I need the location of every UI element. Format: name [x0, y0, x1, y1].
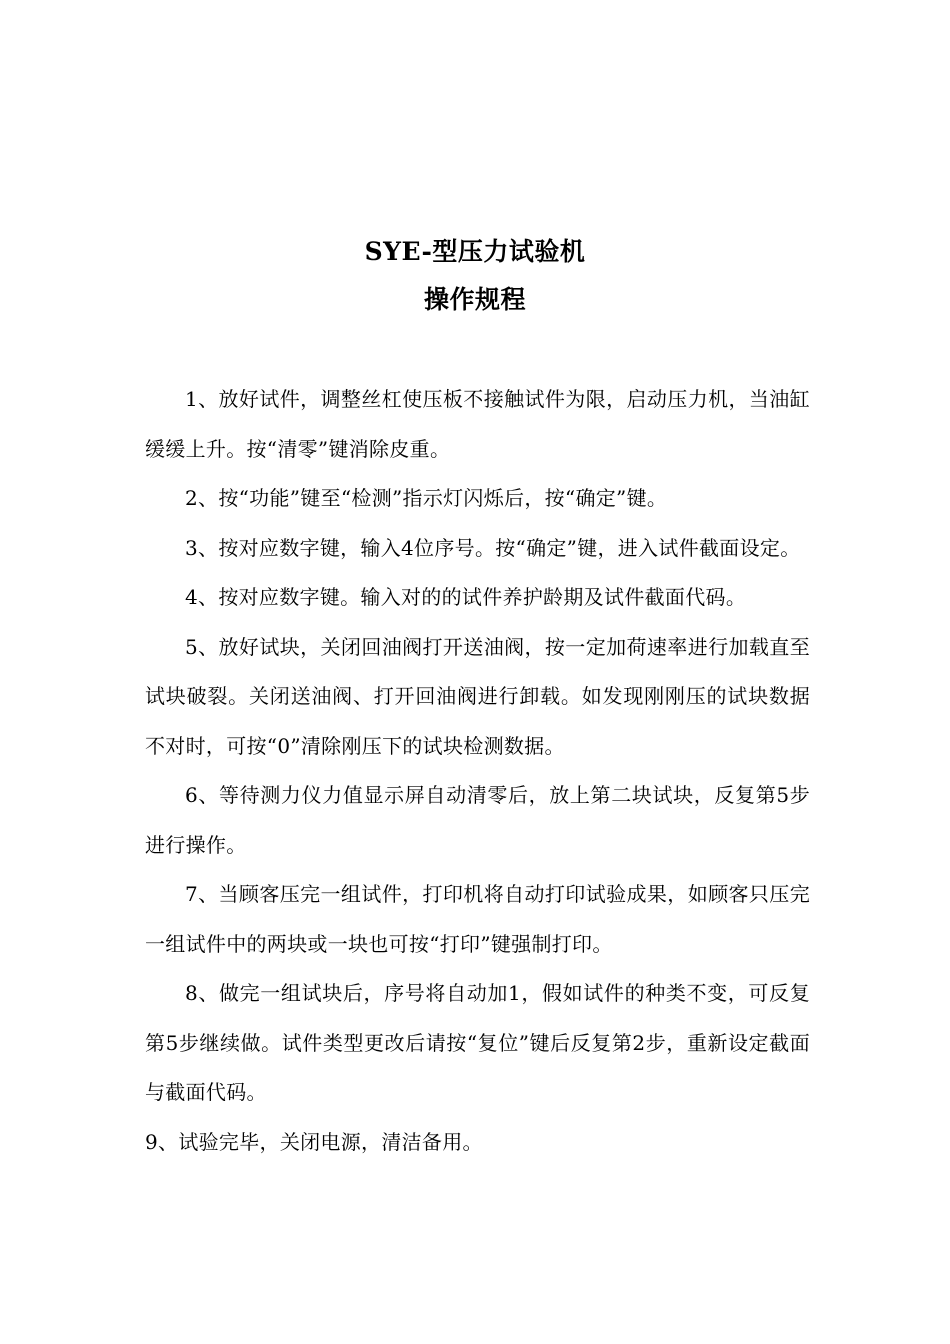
step-8-paragraph: 8、做完一组试块后，序号将自动加1，假如试件的种类不变，可反复第5步继续做。试件类型更改后请按“复位”键后反复第2步，重新设定截面与截面代码。 — [145, 981, 810, 1104]
step-7-paragraph: 7、当顾客压完一组试件，打印机将自动打印试验成果，如顾客只压完一组试件中的两块或一块也可按“打印”键强制打印。 — [145, 882, 810, 956]
document-body — [145, 375, 810, 1167]
step-9-paragraph: 9、试验完毕，关闭电源，清洁备用。 — [145, 1129, 483, 1154]
step-1-paragraph: 1、放好试件，调整丝杠使压板不接触试件为限，启动压力机，当油缸缓缓上升。按“清零”键消除皮重。 — [145, 387, 810, 461]
document-title: SYE-型压力试验机 — [364, 237, 586, 266]
step-2-paragraph: 2、按“功能”键至“检测”指示灯闪烁后，按“确定”键。 — [185, 486, 668, 510]
step-4-paragraph: 4、按对应数字键。输入对的的试件养护龄期及试件截面代码。 — [185, 585, 747, 609]
step-3-paragraph: 3、按对应数字键，输入4位序号。按“确定”键，进入试件截面设定。 — [185, 535, 801, 560]
step-6-paragraph: 6、等待测力仪力值显示屏自动清零后，放上第二块试块，反复第5步进行操作。 — [145, 783, 810, 857]
step-5-paragraph: 5、放好试块，关闭回油阀打开送油阀，按一定加荷速率进行加载直至试块破裂。关闭送油阀、打开回油阀进行卸载。如发现刚刚压的试块数据不对时，可按“0”清除刚压下的试块检测数据。 — [145, 634, 810, 758]
document-subtitle: 操作规程 — [423, 285, 526, 314]
title-block — [0, 228, 950, 324]
